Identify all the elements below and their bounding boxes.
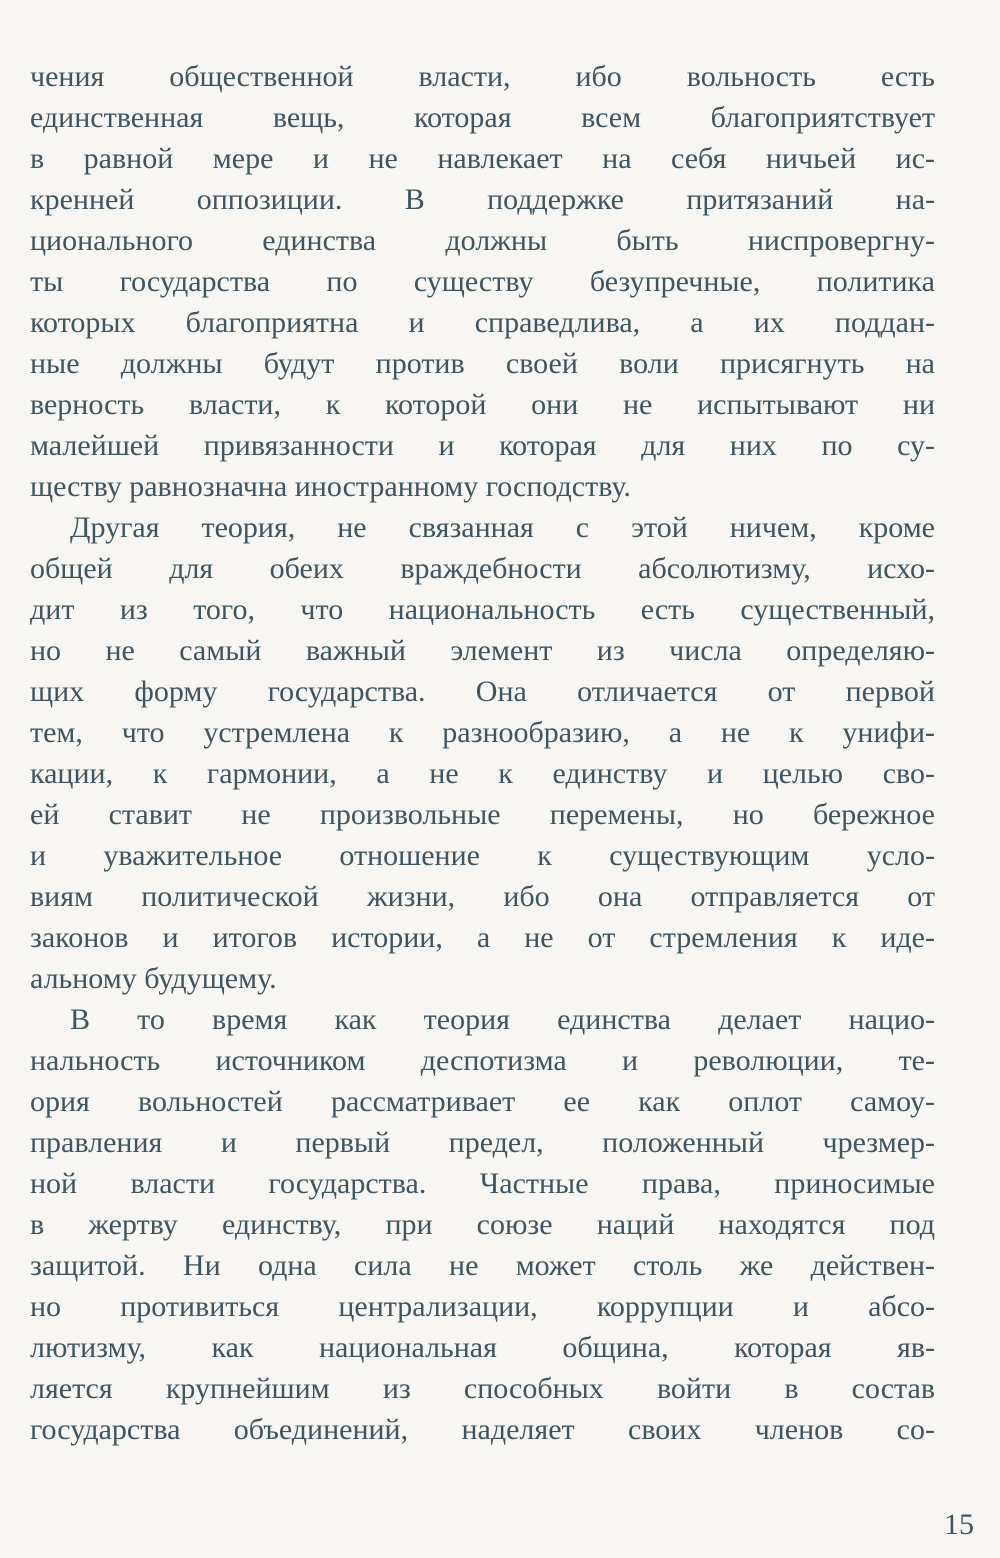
text-line: в жертву единству, при союзе наций находятся под	[30, 1208, 935, 1241]
text-line: виям политической жизни, ибо она отправляется от	[30, 880, 935, 913]
text-line: альному будущему.	[30, 962, 277, 995]
text-line: единственная вещь, которая всем благоприятствует	[30, 101, 935, 134]
text-line: законов и итогов истории, а не от стремления к иде-	[30, 921, 935, 954]
text-line: ные должны будут против своей воли присягнуть на	[30, 347, 935, 380]
text-line: верность власти, к которой они не испытывают ни	[30, 388, 935, 421]
text-line: кации, к гармонии, а не к единству и целью сво-	[30, 757, 935, 790]
text-line: правления и первый предел, положенный чрезмер-	[30, 1126, 935, 1159]
page-text	[30, 56, 935, 1450]
text-line: ществу равнозначна иностранному господству.	[30, 470, 631, 503]
text-line: ей ставит не произвольные перемены, но бережное	[30, 798, 935, 831]
text-line: дит из того, что национальность есть существенный,	[30, 593, 935, 626]
text-line: но противиться централизации, коррупции и абсо-	[30, 1290, 935, 1323]
text-line: государства объединений, наделяет своих членов со-	[30, 1413, 935, 1446]
paragraph-2	[30, 507, 935, 999]
paragraph-3	[30, 999, 935, 1450]
text-line: ционального единства должны быть ниспровергну-	[30, 224, 935, 257]
text-line: ория вольностей рассматривает ее как оплот самоу-	[30, 1085, 935, 1118]
text-line: лютизму, как национальная община, которая яв-	[30, 1331, 935, 1364]
text-line: и уважительное отношение к существующим усло-	[30, 839, 935, 872]
text-line: щих форму государства. Она отличается от первой	[30, 675, 935, 708]
text-line: В то время как теория единства делает нацио-	[70, 1003, 935, 1036]
paragraph-1	[30, 56, 935, 507]
text-line: тем, что устремлена к разнообразию, а не к унифи-	[30, 716, 935, 749]
text-line: ты государства по существу безупречные, политика	[30, 265, 935, 298]
text-line: нальность источником деспотизма и революции, те-	[30, 1044, 935, 1077]
page-number: 15	[944, 1508, 974, 1541]
text-line: которых благоприятна и справедлива, а их поддан-	[30, 306, 935, 339]
text-line: ной власти государства. Частные права, приносимые	[30, 1167, 935, 1200]
text-line: малейшей привязанности и которая для них по су-	[30, 429, 935, 462]
text-line: ляется крупнейшим из способных войти в состав	[30, 1372, 935, 1405]
text-line: защитой. Ни одна сила не может столь же действен-	[30, 1249, 935, 1282]
text-line: Другая теория, не связанная с этой ничем, кроме	[70, 511, 935, 544]
text-line: но не самый важный элемент из числа определяю-	[30, 634, 935, 667]
text-line: общей для обеих враждебности абсолютизму, исхо-	[30, 552, 935, 585]
text-line: чения общественной власти, ибо вольность есть	[30, 60, 935, 93]
text-line: в равной мере и не навлекает на себя ничьей ис-	[30, 142, 935, 175]
text-line: кренней оппозиции. В поддержке притязаний на-	[30, 183, 935, 216]
